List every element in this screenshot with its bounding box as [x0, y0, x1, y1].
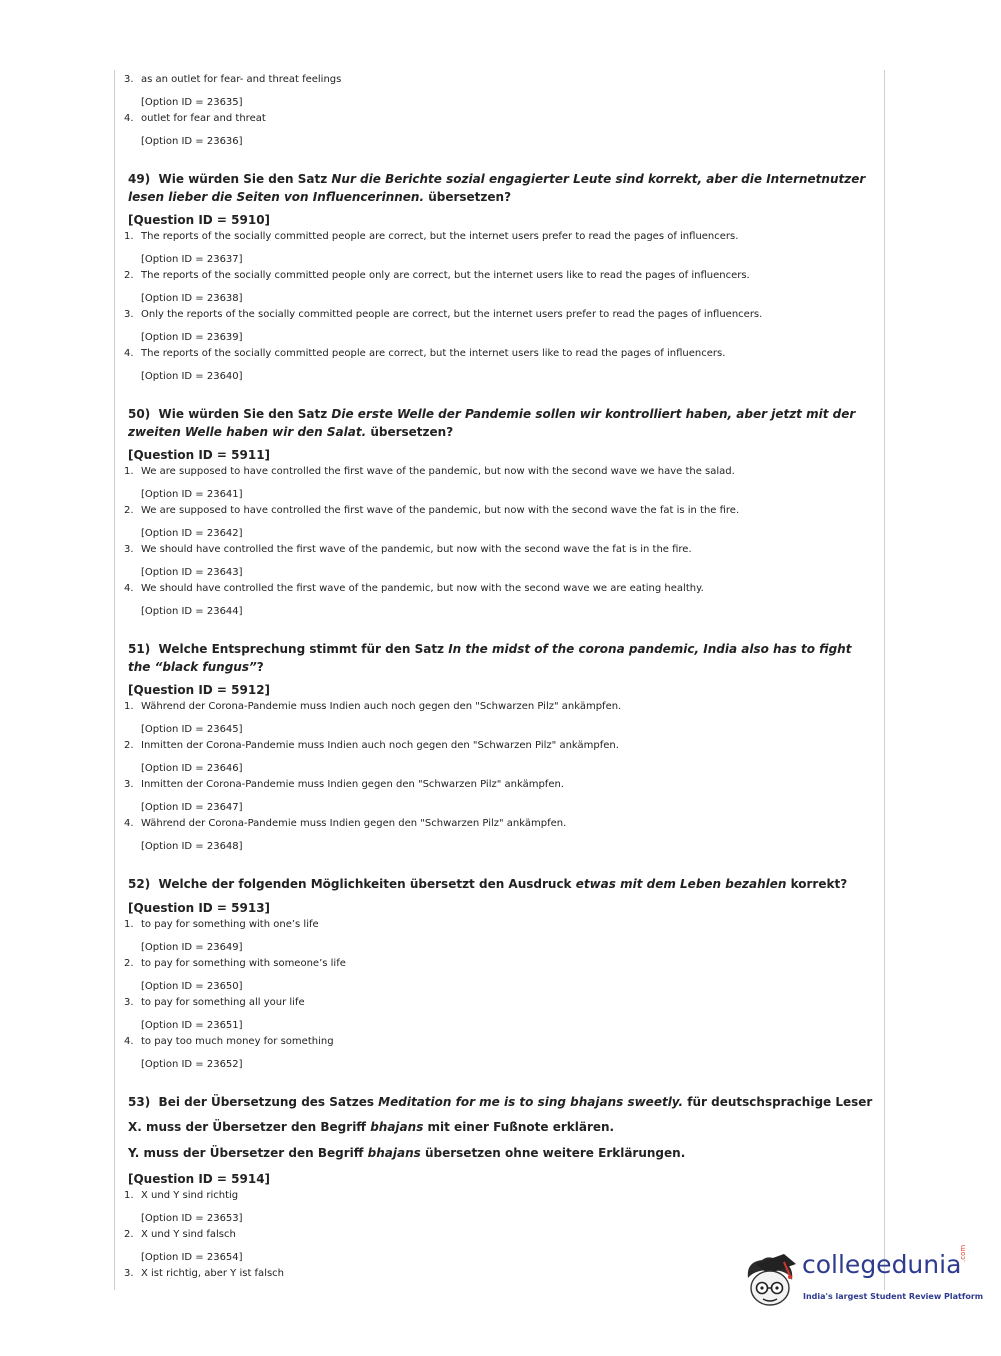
- option-id: [Option ID = 23650]: [141, 980, 243, 992]
- logo-domain-suffix: .com: [959, 1244, 967, 1262]
- option-3: 3. Only the reports of the socially committed people are correct, but the internet users prefer to read the pages of influencers.: [124, 309, 763, 320]
- option-id: [Option ID = 23648]: [141, 841, 243, 852]
- option-id: [Option ID = 23643]: [141, 567, 243, 578]
- option-3: 3. as an outlet for fear- and threat feelings: [124, 74, 342, 85]
- option-1: 1. to pay for something with one’s life: [124, 918, 319, 930]
- option-id: [Option ID = 23653]: [141, 1213, 243, 1224]
- question-text: 51) Welche Entsprechung stimmt für den Satz In the midst of the corona pandemic, India also has to fight the “black fungus”?: [128, 642, 852, 674]
- option-2: 2. We are supposed to have controlled the first wave of the pandemic, but now with the second wave the fat is in the fire.: [124, 505, 740, 516]
- option-4: 4. to pay too much money for something: [124, 1035, 334, 1047]
- question-paper: [124, 72, 876, 1281]
- statement-y: Y. muss der Übersetzer den Begriff bhajans übersetzen ohne weitere Erklärungen.: [128, 1146, 686, 1160]
- option-id: [Option ID = 23647]: [141, 802, 243, 813]
- logo-brand-text: collegedunia: [802, 1250, 962, 1279]
- page-left-border: [114, 70, 115, 1290]
- option-3: 3. Inmitten der Corona-Pandemie muss Indien gegen den "Schwarzen Pilz" ankämpfen.: [124, 779, 564, 790]
- option-id: [Option ID = 23640]: [141, 371, 243, 382]
- option-1: 1. The reports of the socially committed people are correct, but the internet users prefer to read the pages of influencers.: [124, 231, 739, 242]
- question-48-fragment: [124, 72, 876, 149]
- option-id: [Option ID = 23642]: [141, 528, 243, 539]
- option-id: [Option ID = 23651]: [141, 1019, 243, 1031]
- option-id: [Option ID = 23652]: [141, 1058, 243, 1070]
- question-52: [124, 876, 876, 1072]
- question-text: 53) Bei der Übersetzung des Satzes Meditation for me is to sing bhajans sweetly. für deutschsprachige Leser: [128, 1094, 873, 1109]
- option-id: [Option ID = 23645]: [141, 724, 243, 735]
- option-id: [Option ID = 23644]: [141, 606, 243, 617]
- option-id: [Option ID = 23649]: [141, 941, 243, 953]
- option-4: 4. The reports of the socially committed people are correct, but the internet users like to read the pages of influencers.: [124, 348, 726, 359]
- option-4: 4. outlet for fear and threat: [124, 113, 266, 124]
- option-id: [Option ID = 23646]: [141, 763, 243, 774]
- option-3: 3. We should have controlled the first wave of the pandemic, but now with the second wave the fat is in the fire.: [124, 544, 692, 555]
- option-4: 4. Während der Corona-Pandemie muss Indien gegen den "Schwarzen Pilz" ankämpfen.: [124, 818, 567, 829]
- collegedunia-logo: [740, 1244, 984, 1312]
- question-id: [Question ID = 5913]: [128, 900, 271, 915]
- option-id: [Option ID = 23637]: [141, 254, 243, 265]
- question-id: [Question ID = 5912]: [128, 683, 271, 697]
- option-1: 1. We are supposed to have controlled the first wave of the pandemic, but now with the second wave we have the salad.: [124, 466, 735, 477]
- question-51: [124, 641, 876, 854]
- option-1: 1. Während der Corona-Pandemie muss Indien auch noch gegen den "Schwarzen Pilz" ankämpfen.: [124, 701, 622, 712]
- question-id: [Question ID = 5910]: [128, 213, 271, 227]
- question-text: 49) Wie würden Sie den Satz Nur die Berichte sozial engagierter Leute sind korrekt, aber die Internetnutzer lesen lieber die Seiten von Influencerinnen. übersetzen?: [128, 172, 866, 204]
- option-3: 3. X ist richtig, aber Y ist falsch: [124, 1268, 285, 1279]
- option-id: [Option ID = 23636]: [141, 136, 243, 147]
- option-3: 3. to pay for something all your life: [124, 996, 305, 1008]
- question-id: [Question ID = 5914]: [128, 1172, 271, 1186]
- option-id: [Option ID = 23639]: [141, 332, 243, 343]
- question-text: 50) Wie würden Sie den Satz Die erste Welle der Pandemie sollen wir kontrolliert haben, aber jetzt mit der zweiten Welle haben wir den Salat. übersetzen?: [128, 407, 856, 439]
- option-1: 1. X und Y sind richtig: [124, 1190, 239, 1201]
- option-4: 4. We should have controlled the first wave of the pandemic, but now with the second wave we are eating healthy.: [124, 583, 704, 594]
- question-text: 52) Welche der folgenden Möglichkeiten übersetzt den Ausdruck etwas mit dem Leben bezahlen korrekt?: [128, 877, 848, 891]
- option-2: 2. Inmitten der Corona-Pandemie muss Indien auch noch gegen den "Schwarzen Pilz" ankämpfen.: [124, 740, 619, 751]
- mascot-icon: [740, 1248, 800, 1312]
- option-id: [Option ID = 23641]: [141, 489, 243, 500]
- option-2: 2. X und Y sind falsch: [124, 1229, 236, 1240]
- option-id: [Option ID = 23635]: [141, 97, 243, 108]
- option-id: [Option ID = 23638]: [141, 293, 243, 304]
- question-id: [Question ID = 5911]: [128, 448, 271, 462]
- question-49: [124, 171, 876, 384]
- page-right-border: [884, 70, 885, 1290]
- question-50: [124, 406, 876, 619]
- logo-tagline: India's largest Student Review Platform: [803, 1292, 984, 1301]
- option-id: [Option ID = 23654]: [141, 1252, 243, 1263]
- option-2: 2. The reports of the socially committed people only are correct, but the internet users like to read the pages of influencers.: [124, 270, 750, 281]
- statement-x: X. muss der Übersetzer den Begriff bhajans mit einer Fußnote erklären.: [128, 1120, 615, 1134]
- option-2: 2. to pay for something with someone’s life: [124, 957, 346, 969]
